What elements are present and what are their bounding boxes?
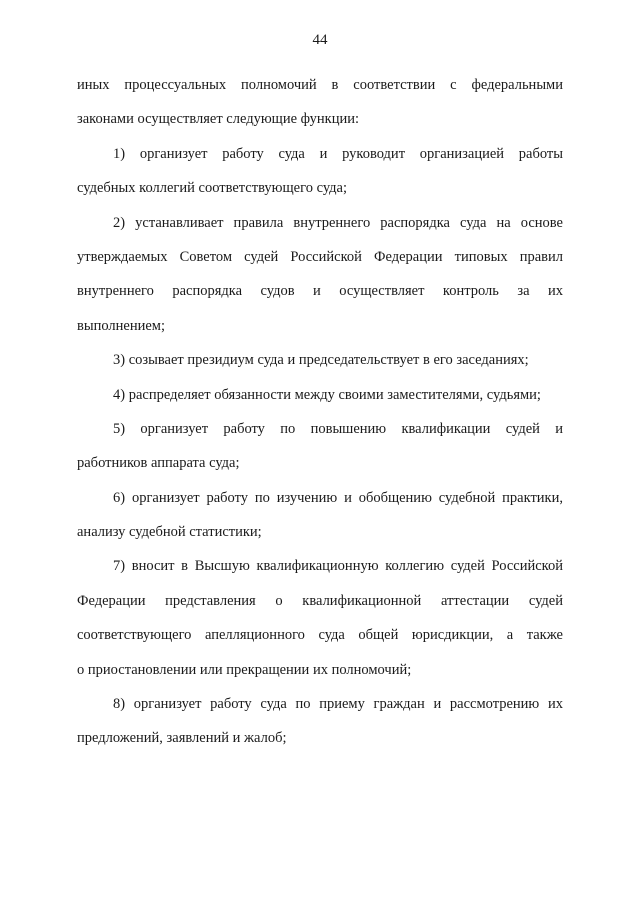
list-item-2-line-2: утверждаемых Советом судей Российской Федерации типовых правил (77, 248, 563, 265)
list-item-6-line-2: анализу судебной статистики; (77, 524, 262, 541)
list-item-8-line-2: предложений, заявлений и жалоб; (77, 730, 287, 747)
list-item-8-line-1: 8) организует работу суда по приему граждан и рассмотрению их (113, 696, 563, 713)
list-item-2-line-3: внутреннего распорядка судов и осуществляет контроль за их (77, 283, 563, 300)
list-item-2-line-4: выполнением; (77, 317, 165, 334)
text-line-2: законами осуществляет следующие функции: (77, 111, 360, 128)
list-item-7-line-1: 7) вносит в Высшую квалификационную коллегию судей Российской (113, 558, 563, 575)
text-line-1: иных процессуальных полномочий в соответствии с федеральными (77, 77, 563, 93)
list-item-3: 3) созывает президиум суда и председательствует в его заседаниях; (113, 352, 529, 369)
list-item-4: 4) распределяет обязанности между своими заместителями, судьями; (113, 386, 541, 403)
list-item-6-line-1: 6) организует работу по изучению и обобщению судебной практики, (113, 489, 563, 506)
document-body (77, 68, 563, 756)
list-item-7-line-3: соответствующего апелляционного суда общей юрисдикции, а также (77, 627, 563, 644)
page-number: 44 (312, 32, 328, 48)
list-item-2-line-1: 2) устанавливает правила внутреннего распорядка суда на основе (113, 214, 563, 231)
list-item-1-line-2: судебных коллегий соответствующего суда; (77, 180, 347, 197)
list-item-5-line-1: 5) организует работу по повышению квалификации судей и (113, 420, 563, 437)
list-item-7-line-4: о приостановлении или прекращении их полномочий; (77, 661, 412, 678)
list-item-5-line-2: работников аппарата суда; (77, 455, 240, 472)
list-item-7-line-2: Федерации представления о квалификационной аттестации судей (77, 592, 563, 609)
list-item-1-line-1: 1) организует работу суда и руководит организацией работы (113, 145, 563, 162)
